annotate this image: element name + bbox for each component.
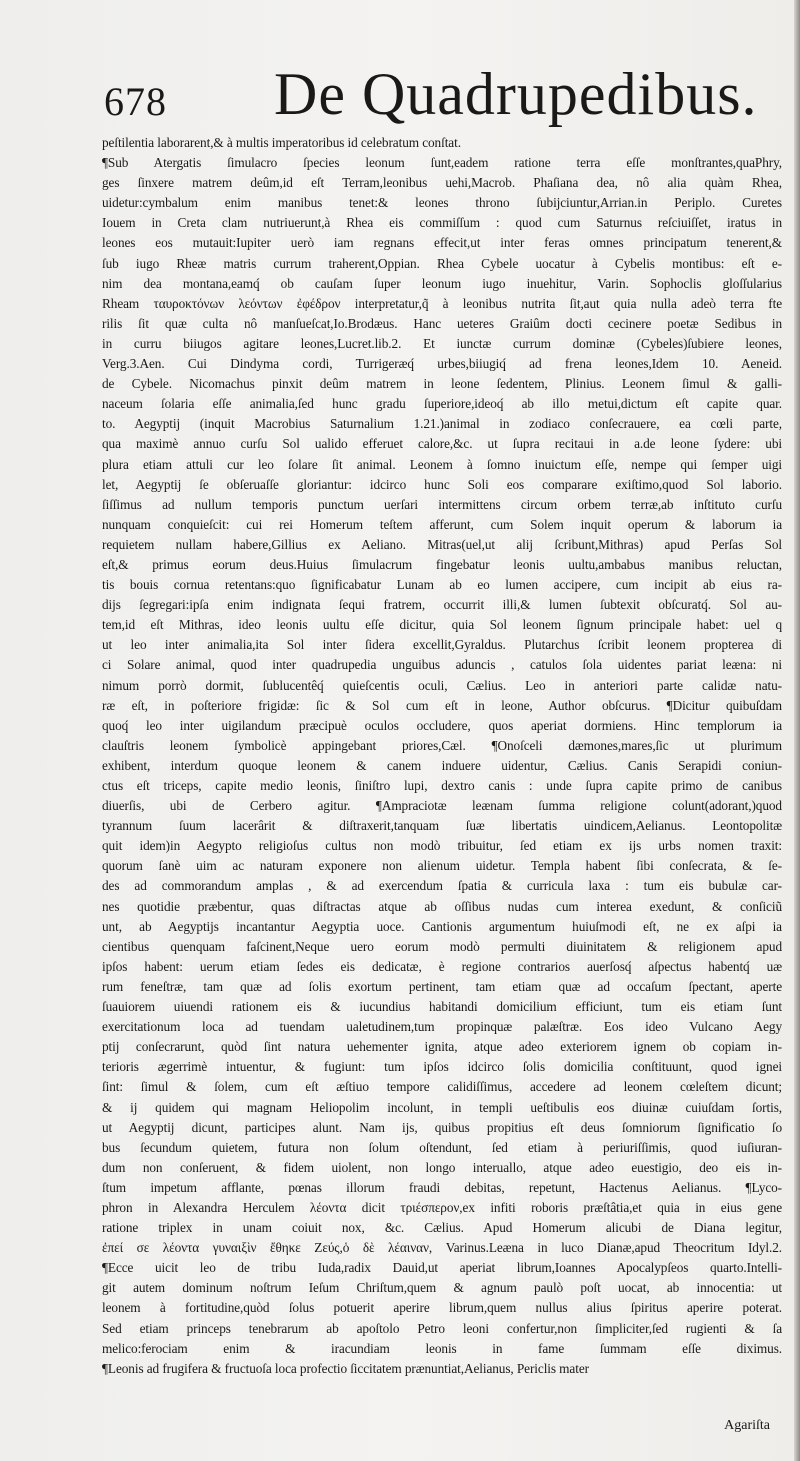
text-line: ſub iugo Rheæ matris currum traherent,Oppian. Rhea Cybele uocatur à Cybelis montibus: eſt e- [102, 255, 782, 271]
text-line: leonem à fortitudine,quòd ſolus potuerit aperire librum,quem nullus alius ſpiritus aperire poterat. [102, 1300, 782, 1316]
text-line: ut Aegyptij dicunt, participes alunt. Nam ijs, quibus propitius eſt deus ſomniorum ſignificatio ſo [102, 1119, 782, 1135]
text-line: Iouem in Creta clam nutriuerunt,à Rhea eis commiſſum : quod cum Saturnus reſciuiſſet, iratus in [102, 215, 782, 231]
text-line: melico:ferociam enim & iracundiam leonis in fame ſummam eſſe diximus. [102, 1340, 782, 1356]
text-line: dijs ſegregari:ipſa enim indignata ſequi fratrem, occurrit illi,& lumen ſubtexit obſcuratq́. Sol au- [102, 597, 782, 613]
text-line: ræ eſt, in poſteriore frigidæ: ſic & Sol cum eſt in leone, Author obſcurus. ¶Dicitur quibuſdam [102, 697, 782, 713]
text-line: nes quotidie præbentur, quas diſtractas atque ab oſſibus nudas cum interea exedunt, & conſiciũ [102, 898, 782, 914]
text-line: nimum porrò dormit, ſublucentêq́ quieſcentis oculi, Cælius. Leo in anteriori parte calidæ natu- [102, 677, 782, 693]
text-line: ci Solare animal, quod inter quadrupedia unguibus aduncis , catulos ſola uidentes pariat leæna: ni [102, 657, 782, 673]
text-line: plura etiam attuli cur leo ſolare ſit animal. Leonem à ſomno inuictum eſſe, nempe qui ſemper uigi [102, 456, 782, 472]
text-line: peſtilentia laborarent,& à multis imperatoribus id celebratum conſtat. [102, 135, 461, 150]
text-line: tyrannum ſuum lacerârit & diſtraxerit,tanquam ſuæ libertatis uindicem,Aelianus. Leontopolitæ [102, 818, 782, 834]
text-line: ἐπεί σε λέοντα γυναιξὶν ἔθηκε Ζεύς,ὁ δὲ λέαιναν, Varinus.Leæna in luco Dianæ,apud Theocritum Idyl.2. [102, 1240, 782, 1256]
text-line: rilis ſit quæ culta nô manſueſcat,Io.Brodæus. Hanc ueteres Graiûm docti cecinere poetæ Sedibus in [102, 315, 782, 331]
text-line: terioris ægerrimè intuentur, & fugiunt: tum ipſos idcirco ſolis domicilia conſtituunt, quod ignei [102, 1059, 782, 1075]
text-line: dum non conſeruent, & fidem uiolent, non longo interuallo, atque adeo euestigio, deo eis in- [102, 1159, 782, 1175]
text-line: unt, ab Aegyptijs incantantur Aegyptia uoce. Cantionis argumentum huiuſmodi eſt, ne ex aſpi ia [102, 918, 782, 934]
text-line: git autem dominum noſtrum Ieſum Chriſtum,quem & agnum paulò poſt uocat, ab innocentia: ut [102, 1280, 782, 1296]
text-line: ¶Ecce uicit leo de tribu Iuda,radix Dauid,ut aperiat librum,Ioannes Apocalypſeos quarto.Intelli- [102, 1260, 782, 1276]
text-line: ¶Leonis ad frugifera & fructuoſa loca profectio ſiccitatem prænuntiat,Aelianus, Periclis mater [102, 1360, 589, 1376]
text-line: phron in Alexandra Herculem λέοντα dicit τριέσπερον,ex infiti roboris præſtâtia,et quia in eius gene [102, 1199, 782, 1215]
page-number: 678 [104, 79, 167, 124]
text-line: ¶Sub Atergatis ſimulacro ſpecies leonum ſunt,eadem ratione terra eſſe monſtrantes,quaPhry, [102, 155, 782, 171]
text-line: ſuauiorem uiuendi rationem eis & iucundius habitandi domicilium efficiunt, tum eis etiam ſunt [102, 999, 782, 1015]
text-line: ptij conſecrarunt, quòd ſint natura uehementer ignita, atque adeo exteriorem ignem ob copiam in- [102, 1039, 782, 1055]
text-line: quoq́ leo inter uigilandum præcipuè oculos occludere, quos aperiat dormiens. Hinc templorum ia [102, 717, 782, 733]
text-line: ratione triplex in unam coiuit nox, &c. Cælius. Apud Homerum alicubi de Diana legitur, [102, 1220, 782, 1236]
text-line: to. Aegyptij (inquit Macrobius Saturnalium 1.21.)animal in zodiaco conſecrauere, ea cœli parte, [102, 416, 782, 432]
text-line: ſtum impetum afflante, pœnas illorum fraudi debitas, repetunt, Hactenus Aelianus. ¶Lyco- [102, 1179, 782, 1195]
text-line: de Cybele. Nicomachus pinxit deûm matrem in leone ſedentem, Plinius. Leonem ſimul & galli- [102, 376, 782, 392]
text-line: des ad commorandum amplas , & ad exercendum ſpatia & curricula laxa : tum eis bubulæ car- [102, 878, 782, 894]
text-line: requietem nullam habere,Gillius ex Aeliano. Mitras(uel,ut alij ſcribunt,Mithras) apud Perſas Sol [102, 536, 782, 552]
text-line: tem,id eſt Mithras, ideo leonis uultu eſſe dicitur, quia Sol leonem ſignum principale habet: uel q [102, 617, 782, 633]
body-text [102, 133, 782, 1379]
text-line: ſiſſimus ad nullum temporis punctum uerſari intermittens circum orbem terræ,ab inſtituto curſu [102, 496, 782, 512]
text-line: nunquam conquieſcit: cui rei Homerum teſtem afferunt, cum Solem inquit operum & laborum ia [102, 516, 782, 532]
text-line: tis bouis cornua retentans:quo ſignificabatur Lunam ab eo lumen accipere, cum incipit ab eius ra- [102, 577, 782, 593]
text-line: rum feneſtræ, tam quæ ad ſolis exortum pertinent, tam etiam quæ ad occaſum ſpectant, aperte [102, 978, 782, 994]
text-line: nim dea montana,eamq́ ob cauſam ſuper leonum iugo inuehitur, Varin. Sophoclis gloſſularius [102, 275, 782, 291]
text-line: quit idem)in Aegypto religioſus cultus non modò tribuitur, ſed etiam ex ijs urbs nomen traxit: [102, 838, 782, 854]
text-line: exhibent, interdum quoque leonem & canem induere uidentur, Cælius. Canis Serapidi coniun- [102, 757, 782, 773]
text-line: naceum ſolaria eſſe animalia,ſed hunc gradu ſuperiore,ideoq́ ab illo metui,dictum eſt capite quar. [102, 396, 782, 412]
text-line: exercitationum loca ad tuendam ualetudinem,tum propinquæ palæſtræ. Eos ideo Vulcano Aegy [102, 1019, 782, 1035]
text-line: diuerſis, ubi de Cerbero agitur. ¶Ampraciotæ leænam ſumma religione colunt(adorant,)quod [102, 798, 782, 814]
running-title: De Quadrupedibus. [274, 61, 758, 127]
text-line: in curru biiugos agitare leones,Lucret.lib.2. Et iunctæ currum dominæ (Cybeles)ſubiere leones, [102, 335, 782, 351]
page-edge [794, 0, 800, 1461]
text-line: Verg.3.Aen. Cui Dindyma cordi, Turrigeræq́ urbes,biiugiq́ ad frena leones,Idem 10. Aeneid. [102, 356, 782, 372]
text-line: ges ſinxere matrem deûm,id eſt Terram,leonibus uehi,Macrob. Phaſiana dea, nô alia quàm Rhea, [102, 175, 782, 191]
text-line: & ij quidem qui magnam Heliopolim incolunt, in templi ueſtibulis eos diuinæ cuiuſdam ſortis, [102, 1099, 782, 1115]
text-line: qua maximè annuo curſu Sol ualido efferuet calore,&c. ut ſupra recitaui in a.de leone ſydere: ubi [102, 436, 782, 452]
text-line: ctus eſt triceps, capite medio leonis, ſiniſtro lupi, dextro canis : unde ſupra capite primo de canibus [102, 778, 782, 793]
text-line: ſint: ſimul & ſolem, cum eſt æſtiuo tempore calidiſſimus, accedere ad leonem cœleſtem dicunt; [102, 1079, 782, 1095]
text-line: ut leo inter animalia,ita Sol inter ſidera excellit,Gyraldus. Plutarchus ſcribit leonem propterea di [102, 637, 782, 653]
text-line: cientibus quenquam faſcinent,Neque uero eorum modò permulti diuinitatem & religionem apud [102, 938, 782, 954]
text-line: bus ſecundum quietem, futura non ſolum oſtendunt, ſed etiam à periuriſſimis, quod iuſiuran- [102, 1139, 782, 1155]
catchword: Agariſta [724, 1418, 770, 1433]
page-header [104, 61, 764, 136]
text-line: let, Aegyptij ſe obſeruaſſe gloriantur: idcirco hunc Soli eos comparare exiſtimo,quod Sol laborio. [102, 476, 782, 492]
text-line: ipſos habent: uerum etiam ſedes eis dedicatæ, è regione contrarios auerſosq́ aſpectus habentq́ uæ [102, 958, 782, 974]
text-line: eſt,& primus eorum deus.Huius ſimulacrum fingebatur leonis uultu,ambabus manibus reluctan, [102, 556, 782, 572]
text-line: uidetur:cymbalum enim manibus tenet:& leones throno ſubijciuntur,Arrian.in Periplo. Curetes [102, 195, 782, 211]
text-line: clauſtris leonem ſymbolicè appingebant priores,Cæl. ¶Onoſceli dæmones,mares,ſic ut plurimum [102, 737, 782, 753]
text-line: quorum ſanè uim ac naturam exponere non alienum uidetur. Templa habent ſibi conſecrata, & ſe- [102, 858, 782, 874]
text-line: leones eos mutauit:Iupiter uerò iam regnans effecit,ut inter feras omnes principatum tenerent,& [102, 235, 782, 251]
text-line: Rheam ταυροκτόνων λεόντων ἐφέδρον interpretatur,q̃ à leonibus nutrita ſit,aut quia nulla adeò terra fte [102, 295, 782, 311]
text-line: Sed etiam princeps tenebrarum ab apoſtolo Petro leoni confertur,non ſimpliciter,ſed rugienti & ſa [102, 1320, 782, 1336]
